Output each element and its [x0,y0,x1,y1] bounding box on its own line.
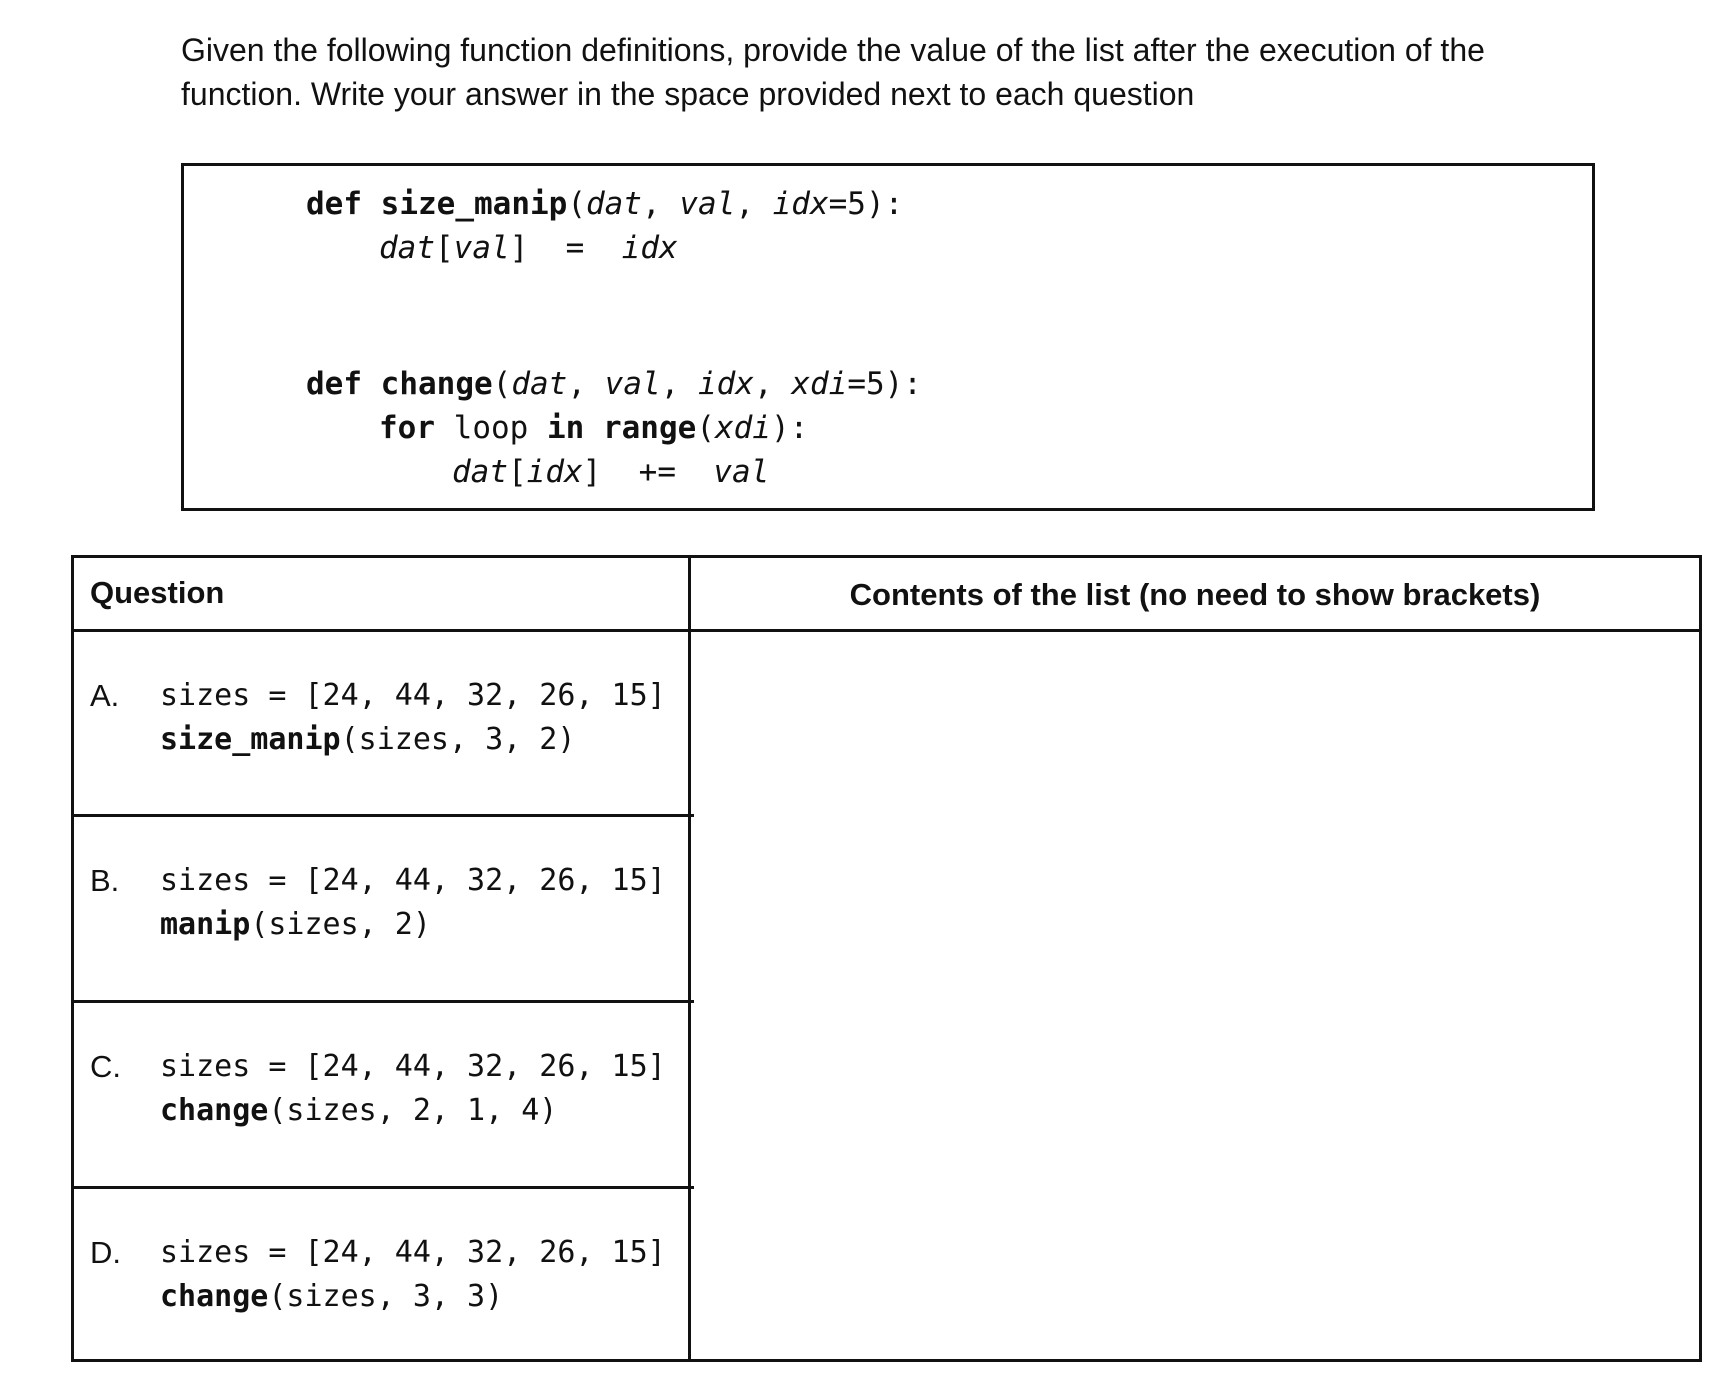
contents-column-header: Contents of the list (no need to show brackets) [849,577,1541,612]
answer-cell-d[interactable] [691,1189,1699,1359]
question-setup-code: sizes = [24, 44, 32, 26, 15] [160,1049,666,1084]
question-call-code: change(sizes, 2, 1, 4) [160,1093,558,1128]
question-row-c [74,1003,688,1186]
question-letter: B. [90,863,120,898]
question-letter: A. [90,678,120,713]
question-call-code: manip(sizes, 2) [160,907,431,942]
question-call-code: change(sizes, 3, 3) [160,1279,504,1314]
answer-cell-b[interactable] [691,817,1699,1000]
change-signature: def change(dat, val, idx, xdi=5): [306,366,922,402]
question-row-b [74,817,688,1000]
function-definitions-box [181,163,1595,511]
question-call-code: size_manip(sizes, 3, 2) [160,722,576,757]
question-setup-code: sizes = [24, 44, 32, 26, 15] [160,1235,666,1270]
answer-cell-c[interactable] [691,1003,1699,1186]
question-letter: C. [90,1049,121,1084]
question-row-d [74,1189,688,1359]
size-manip-signature: def size_manip(dat, val, idx=5): [306,186,904,222]
size-manip-body: dat[val] = idx [379,230,678,266]
change-loop-body: dat[idx] += val [452,454,770,490]
question-setup-code: sizes = [24, 44, 32, 26, 15] [160,678,666,713]
question-column-header: Question [90,575,225,610]
question-row-a [74,632,688,814]
question-table [71,555,1702,1362]
change-for-loop: for loop in range(xdi): [379,410,809,446]
question-letter: D. [90,1235,121,1270]
instructions [181,28,1561,116]
question-setup-code: sizes = [24, 44, 32, 26, 15] [160,863,666,898]
instructions-line-2: function. Write your answer in the space provided next to each question [181,76,1195,112]
instructions-line-1: Given the following function definitions, provide the value of the list after the execution of the [181,32,1485,68]
answer-cell-a[interactable] [691,632,1699,814]
